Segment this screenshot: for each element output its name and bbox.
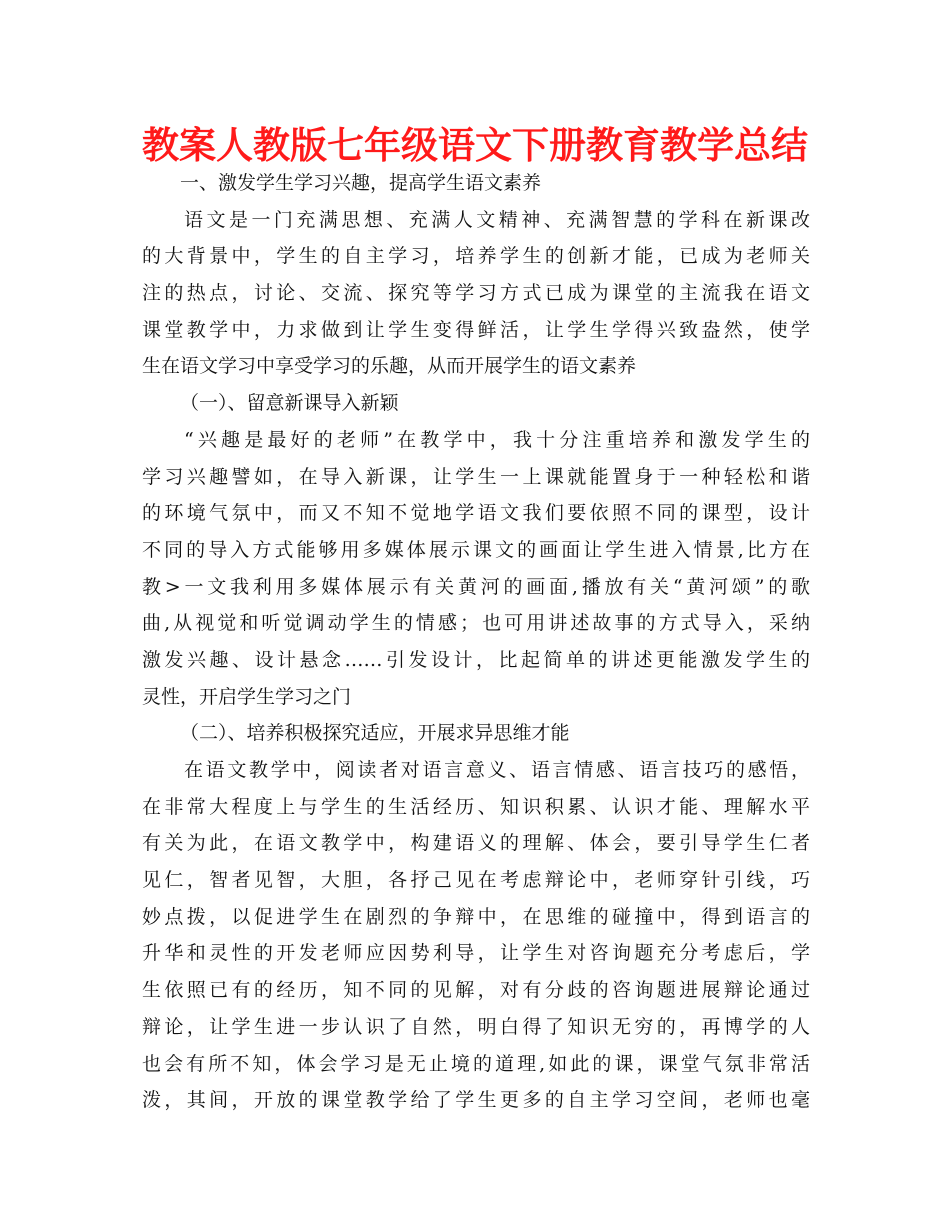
paragraph-line: 不同的导入方式能够用多媒体展示课文的画面让学生进入情景,比方在	[142, 538, 810, 561]
paragraph-line: 在非常大程度上与学生的生活经历、知识积累、认识才能、理解水平	[142, 795, 810, 818]
paragraph-line: 升华和灵性的开发老师应因势利导，让学生对咨询题充分考虑后，学	[142, 942, 810, 965]
paragraph-line: 泼，其间，开放的课堂教学给了学生更多的自主学习空间，老师也毫	[142, 1089, 810, 1112]
paragraph-line: “兴趣是最好的老师”在教学中，我十分注重培养和激发学生的	[184, 428, 810, 451]
paragraph-line: 学习兴趣譬如，在导入新课，让学生一上课就能置身于一种轻松和谐	[142, 465, 810, 488]
paragraph-line: 灵性，开启学生学习之门	[142, 685, 352, 708]
subsection-heading: （一）、留意新课导入新颖	[180, 392, 399, 415]
paragraph-line: 激发兴趣、设计悬念……引发设计，比起简单的讲述更能激发学生的	[142, 648, 810, 671]
paragraph-line: 见仁，智者见智，大胆，各抒己见在考虑辩论中，老师穿针引线，巧	[142, 869, 810, 892]
document-body	[142, 165, 810, 1119]
paragraph-line: 妙点拨，以促进学生在剧烈的争辩中，在思维的碰撞中，得到语言的	[142, 905, 810, 928]
paragraph-line: 生依照已有的经历，知不同的见解，对有分歧的咨询题进展辩论通过	[142, 979, 810, 1002]
paragraph-line: 注的热点，讨论、交流、探究等学习方式已成为课堂的主流我在语文	[142, 282, 810, 305]
paragraph-line: 的环境气氛中，而又不知不觉地学语文我们要依照不同的课型，设计	[142, 502, 810, 525]
paragraph-line: 语文是一门充满思想、充满人文精神、充满智慧的学科在新课改	[184, 208, 810, 231]
section-heading: 一、激发学生学习兴趣，提高学生语文素养	[180, 172, 542, 194]
paragraph-line: 教>一文我利用多媒体展示有关黄河的画面,播放有关“黄河颂”的歌	[142, 575, 810, 598]
paragraph-line: 辩论，让学生进一步认识了自然，明白得了知识无穷的，再博学的人	[142, 1015, 810, 1038]
paragraph-line: 在语文教学中，阅读者对语言意义、语言情感、语言技巧的感悟，	[184, 759, 810, 781]
paragraph-line: 生在语文学习中享受学习的乐趣，从而开展学生的语文素养	[142, 355, 637, 378]
paragraph-line: 的大背景中，学生的自主学习，培养学生的创新才能，已成为老师关	[142, 245, 810, 268]
paragraph-line: 课堂教学中，力求做到让学生变得鲜活，让学生学得兴致盎然，使学	[142, 318, 810, 341]
paragraph-line: 曲,从视觉和听觉调动学生的情感；也可用讲述故事的方式导入，采纳	[142, 612, 810, 635]
paragraph-line: 有关为此，在语文教学中，构建语义的理解、体会，要引导学生仁者	[142, 832, 810, 855]
subsection-heading: （二）、培养积极探究适应，开展求异思维才能	[180, 722, 570, 745]
document-title: 教案人教版七年级语文下册教育教学总结	[142, 124, 808, 167]
paragraph-line: 也会有所不知，体会学习是无止境的道理,如此的课，课堂气氛非常活	[142, 1052, 810, 1075]
